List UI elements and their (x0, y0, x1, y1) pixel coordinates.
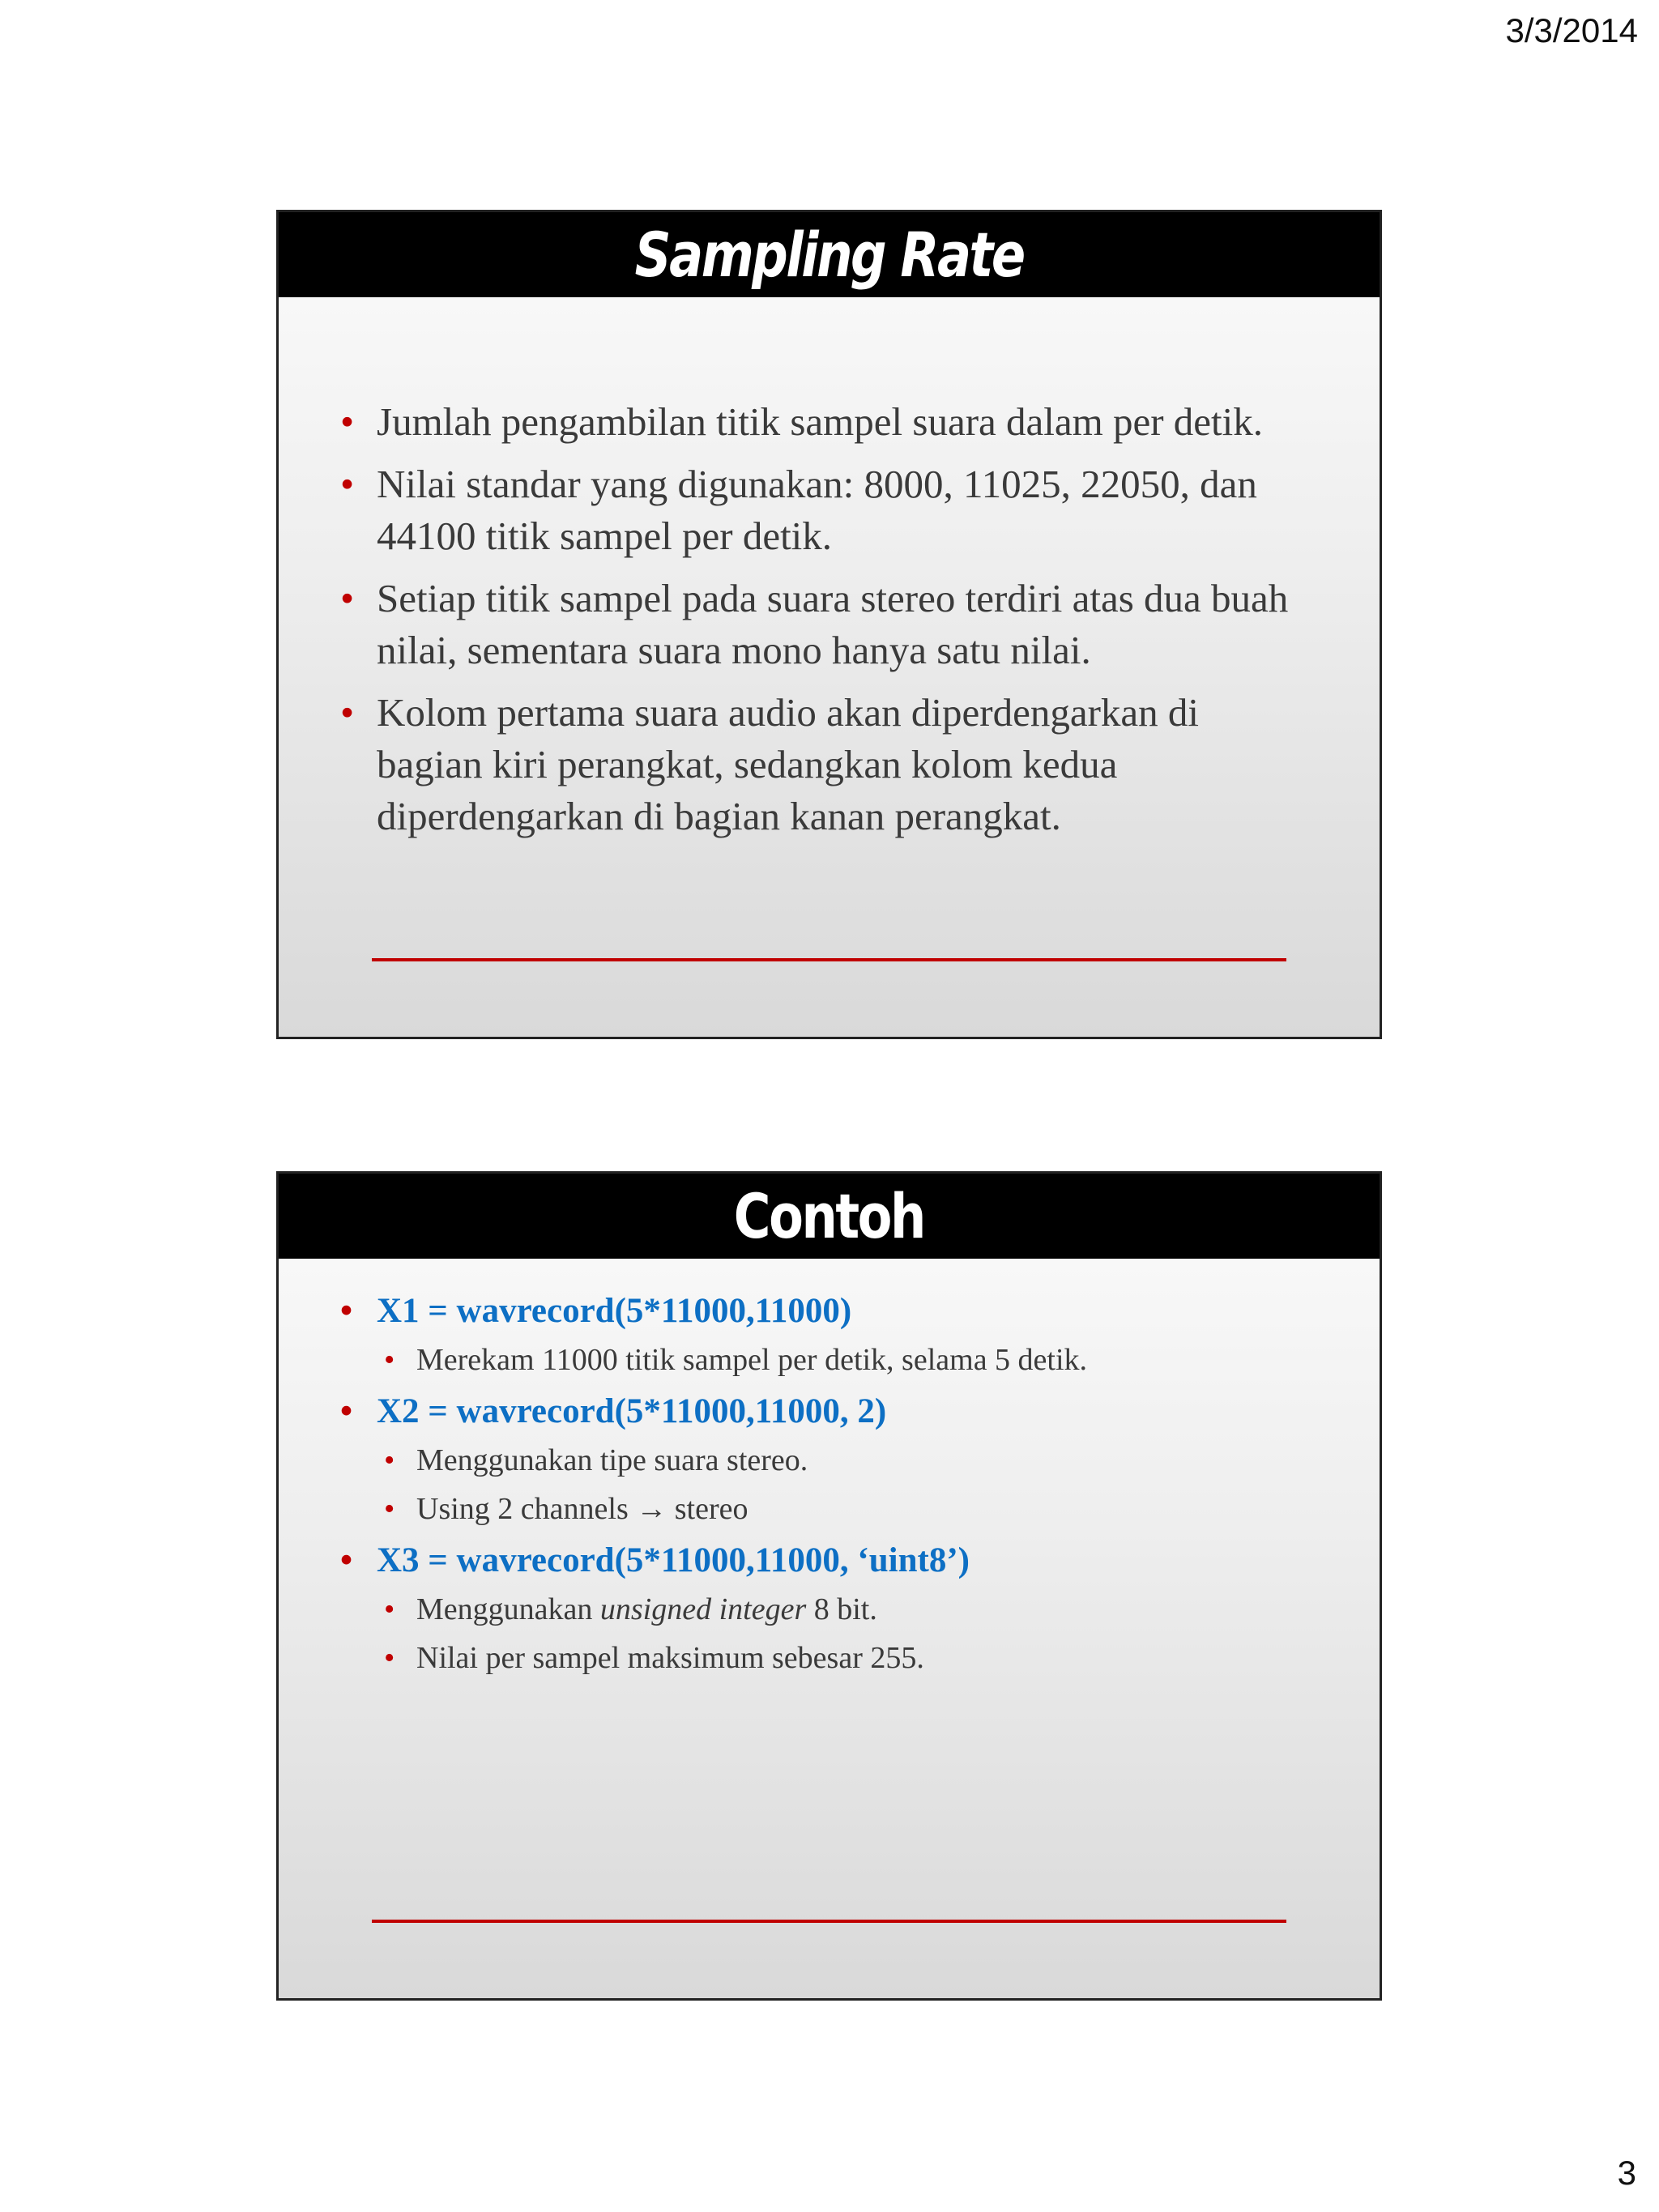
bullet-dot-icon: • (384, 1592, 395, 1626)
slide-title: Sampling Rate (634, 218, 1024, 291)
code-text: X2 = wavrecord(5*11000,11000, 2) (377, 1392, 887, 1430)
bullet-text: Setiap titik sampel pada suara stereo terdiri atas dua buah nilai, sementara suara mono hanya satu nilai. (377, 576, 1289, 672)
bullet-text: Jumlah pengambilan titik sampel suara dalam per detik. (377, 399, 1264, 444)
bullet-list (279, 1287, 1380, 1686)
sub-bullet-text-after: stereo (667, 1492, 748, 1526)
bullet-dot-icon: • (340, 1392, 353, 1430)
sub-list-container (279, 1336, 1380, 1384)
bullet-dot-icon: • (340, 399, 355, 444)
bullet-dot-icon: • (340, 1541, 353, 1579)
slide-title-bar (279, 212, 1380, 297)
page-date: 3/3/2014 (1505, 11, 1638, 49)
code-bullet (279, 1536, 1380, 1585)
bullet-dot-icon: • (384, 1443, 395, 1477)
sub-bullet-item (279, 1336, 1380, 1384)
code-bullet (279, 1387, 1380, 1436)
slide-title: Contoh (733, 1179, 925, 1252)
sub-bullet-text-italic: unsigned integer (599, 1592, 807, 1626)
bullet-item (279, 687, 1380, 842)
bullet-item (279, 573, 1380, 676)
code-text: X1 = wavrecord(5*11000,11000) (377, 1292, 852, 1330)
bullet-dot-icon: • (340, 462, 355, 506)
sub-bullet-item (279, 1585, 1380, 1634)
bullet-dot-icon: • (384, 1343, 395, 1377)
bullet-item (279, 458, 1380, 562)
sub-bullet-item (279, 1634, 1380, 1682)
bullet-dot-icon: • (340, 1292, 353, 1330)
sub-bullet-text-before: Menggunakan (416, 1592, 600, 1626)
bullet-list (279, 396, 1380, 853)
red-divider (372, 1920, 1286, 1923)
sub-bullet-text: Menggunakan tipe suara stereo. (416, 1443, 808, 1477)
bullet-dot-icon: • (384, 1492, 395, 1526)
bullet-text: Kolom pertama suara audio akan diperdengarkan di bagian kiri perangkat, sedangkan kolom kedua diperdengarkan di bagian kanan perangkat. (377, 690, 1200, 838)
sub-list-container (279, 1436, 1380, 1533)
sub-bullet-item (279, 1436, 1380, 1485)
bullet-dot-icon: • (340, 576, 355, 620)
bullet-dot-icon: • (384, 1641, 395, 1675)
sub-list (279, 1336, 1380, 1384)
bullet-dot-icon: • (340, 690, 355, 735)
sub-list (279, 1585, 1380, 1682)
code-bullet (279, 1287, 1380, 1336)
sub-list (279, 1436, 1380, 1533)
sub-bullet-text: Merekam 11000 titik sampel per detik, selama 5 detik. (416, 1343, 1088, 1377)
sub-bullet-text: Nilai per sampel maksimum sebesar 255. (416, 1641, 924, 1675)
code-text: X3 = wavrecord(5*11000,11000, ‘uint8’) (377, 1541, 970, 1579)
slide-title-bar (279, 1174, 1380, 1259)
sub-bullet-text-before: Using 2 channels (416, 1492, 637, 1526)
right-arrow-icon: → (636, 1492, 667, 1526)
slide-sampling-rate (276, 210, 1382, 1039)
bullet-item (279, 396, 1380, 448)
sub-bullet-item (279, 1485, 1380, 1533)
red-divider (372, 958, 1286, 961)
sub-list-container (279, 1585, 1380, 1682)
slide-contoh (276, 1171, 1382, 2001)
sub-bullet-text-after: 8 bit. (806, 1592, 877, 1626)
page-number: 3 (1617, 2154, 1636, 2192)
bullet-text: Nilai standar yang digunakan: 8000, 11025, 22050, dan 44100 titik sampel per detik. (377, 462, 1257, 558)
